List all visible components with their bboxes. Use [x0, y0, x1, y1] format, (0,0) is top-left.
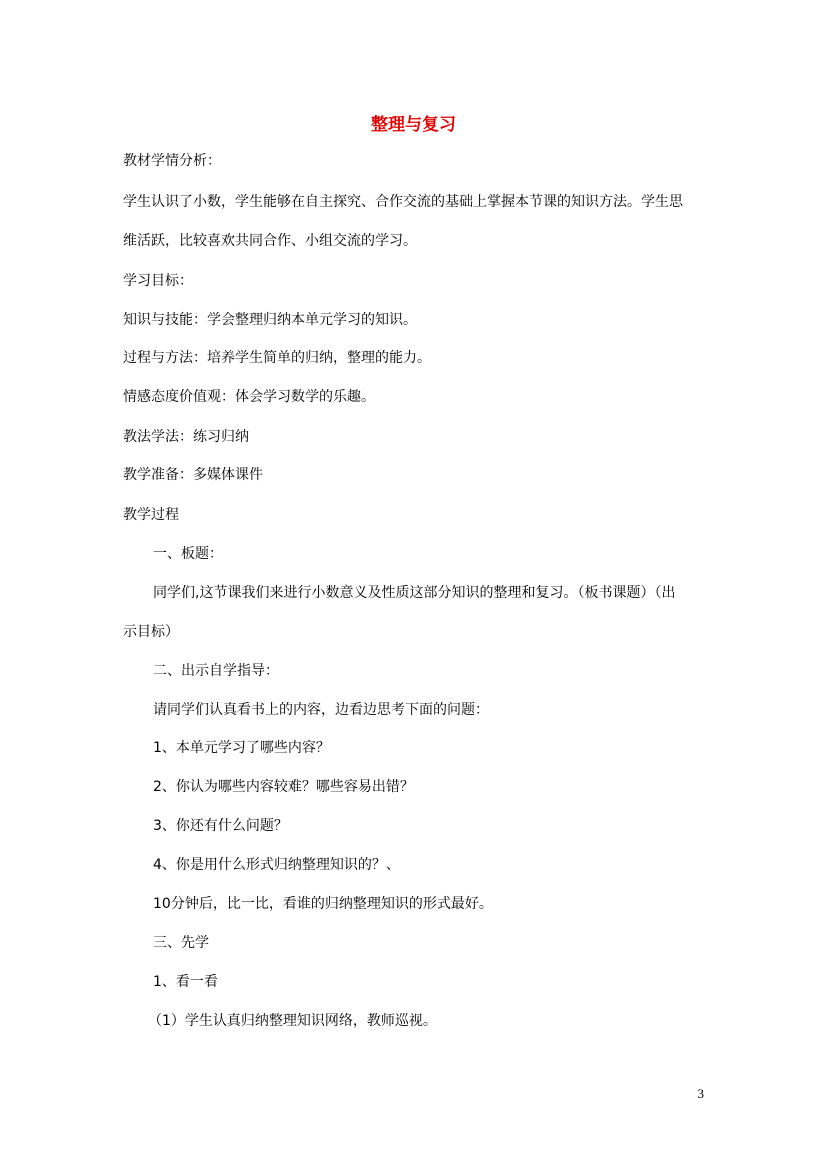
section-heading-analysis: 教材学情分析：	[123, 153, 221, 169]
section-heading-process: 教学过程	[123, 507, 179, 523]
step-heading-pre-study: 三、先学	[153, 935, 209, 951]
page-number: 3	[697, 1086, 704, 1101]
analysis-text-line-1: 学生认识了小数，学生能够在自主探究、合作交流的基础上掌握本节课的知识方法。学生思	[123, 194, 683, 210]
objective-attitude: 情感态度价值观：体会学习数学的乐趣。	[123, 389, 375, 405]
sub-step-look-item-1: （1）学生认真归纳整理知识网络，教师巡视。	[148, 1013, 437, 1029]
step-heading-self-study: 二、出示自学指导：	[153, 663, 279, 679]
objective-process: 过程与方法：培养学生简单的归纳，整理的能力。	[123, 350, 431, 366]
objective-knowledge: 知识与技能：学会整理归纳本单元学习的知识。	[123, 312, 417, 328]
board-title-text-line-1: 同学们,这节课我们来进行小数意义及性质这部分知识的整理和复习。（板书课题）（出	[153, 585, 676, 601]
sub-step-look: 1、看一看	[153, 974, 218, 990]
self-study-instruction: 请同学们认真看书上的内容，边看边思考下面的问题：	[153, 702, 489, 718]
step-heading-board-title: 一、板题：	[153, 546, 223, 562]
board-title-text-line-2: 示目标）	[123, 624, 179, 640]
analysis-text-line-2: 维活跃，比较喜欢共同合作、小组交流的学习。	[123, 233, 417, 249]
question-item-4: 4、你是用什么形式归纳整理知识的？、	[153, 857, 400, 873]
section-heading-objectives: 学习目标：	[123, 273, 193, 289]
page-title: 整理与复习	[371, 115, 456, 135]
question-item-2: 2、你认为哪些内容较难？哪些容易出错？	[153, 779, 414, 795]
teaching-method: 教法学法：练习归纳	[123, 429, 249, 445]
time-instruction: 10分钟后，比一比，看谁的归纳整理知识的形式最好。	[153, 896, 493, 912]
question-item-3: 3、你还有什么问题？	[153, 818, 288, 834]
teaching-preparation: 教学准备：多媒体课件	[123, 467, 263, 483]
question-item-1: 1、本单元学习了哪些内容？	[153, 740, 330, 756]
